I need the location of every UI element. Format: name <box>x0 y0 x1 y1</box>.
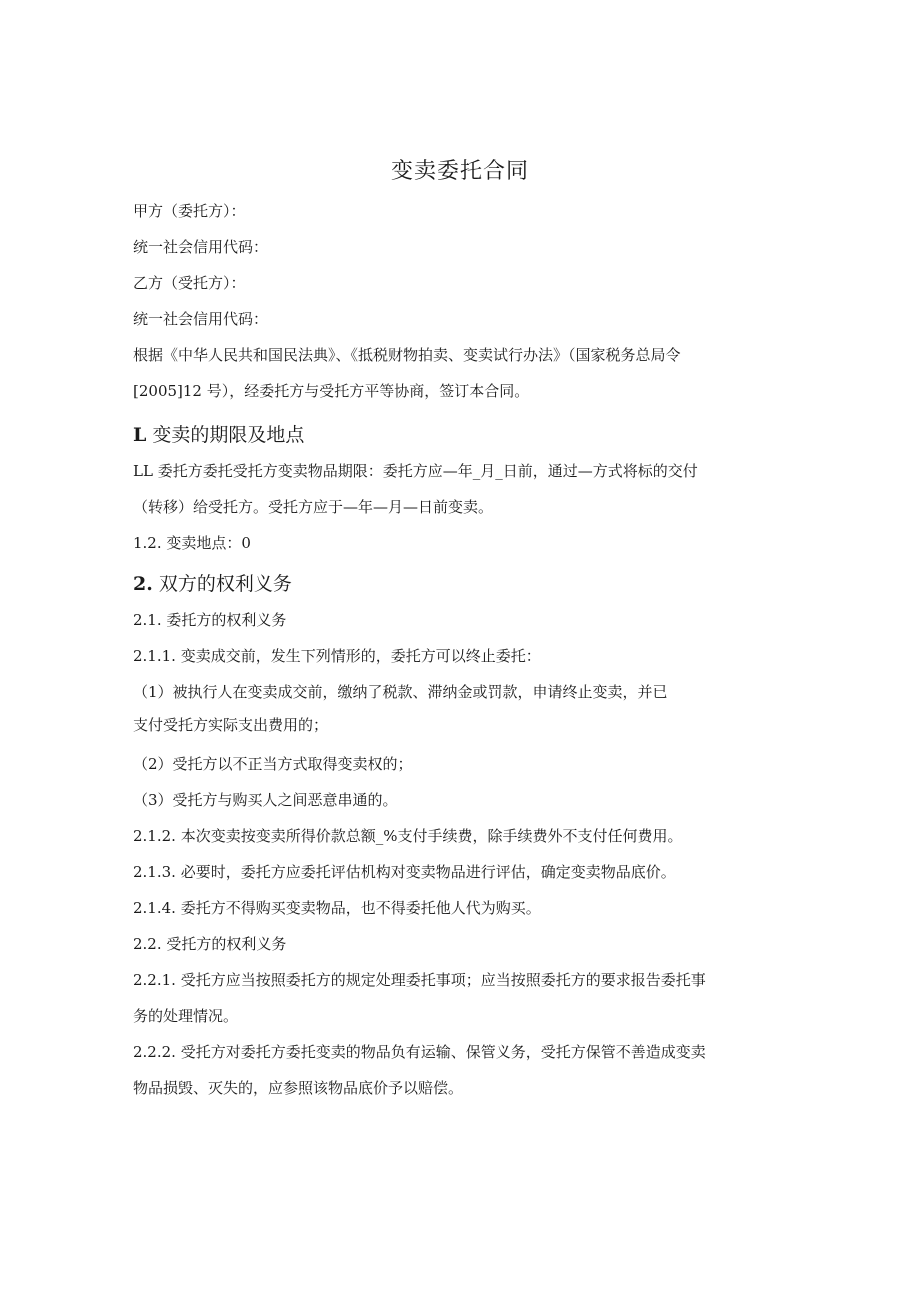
party-a-credit-code-label: 统一社会信用代码： <box>133 238 269 256</box>
clause-2-1-2: 2.1.2. 本次变卖按变卖所得价款总额_%支付手续费，除手续费外不支付任何费用。 <box>133 827 683 845</box>
party-a-label: 甲方（委托方）： <box>133 202 246 220</box>
section-2-heading <box>133 570 292 598</box>
clause-2-2-2-line-2: 物品损毁、灭失的，应参照该物品底价予以赔偿。 <box>133 1079 464 1097</box>
section-2-title: 双方的权利义务 <box>152 573 292 595</box>
clause-2-2: 2.2. 受托方的权利义务 <box>133 935 287 953</box>
preamble-line-1: 根据《中华人民共和国民法典》、《抵税财物拍卖、变卖试行办法》（国家税务总局令 <box>133 346 681 364</box>
item-2: （2）受托方以不正当方式取得变卖权的； <box>133 755 413 773</box>
section-2-number: 2. <box>133 573 153 595</box>
clause-2-1-4: 2.1.4. 委托方不得购买变卖物品，也不得委托他人代为购买。 <box>133 899 541 917</box>
section-1-title: 变卖的期限及地点 <box>146 424 305 446</box>
clause-2-1-1: 2.1.1. 变卖成交前，发生下列情形的，委托方可以终止委托： <box>133 647 541 665</box>
clause-2-1: 2.1. 委托方的权利义务 <box>133 611 287 629</box>
clause-2-1-3: 2.1.3. 必要时，委托方应委托评估机构对变卖物品进行评估，确定变卖物品底价。 <box>133 863 676 881</box>
item-1-line-1: （1）被执行人在变卖成交前，缴纳了税款、滞纳金或罚款，申请终止变卖，并已 <box>133 683 668 701</box>
clause-1-1-line-2: （转移）给受托方。受托方应于—年—月—日前变卖。 <box>133 498 494 516</box>
section-1-heading <box>133 421 304 449</box>
party-b-credit-code-label: 统一社会信用代码： <box>133 310 269 328</box>
preamble-line-2: [2005]12 号），经委托方与受托方平等协商，签订本合同。 <box>133 382 530 400</box>
item-1-line-2: 支付受托方实际支出费用的； <box>133 716 329 734</box>
clause-2-2-1-line-2: 务的处理情况。 <box>133 1007 239 1025</box>
clause-1-2: 1.2. 变卖地点：0 <box>133 534 251 552</box>
clause-2-2-1-line-1: 2.2.1. 受托方应当按照委托方的规定处理委托事项；应当按照委托方的要求报告委托事 <box>133 971 706 989</box>
section-1-number: L <box>133 424 147 446</box>
clause-2-2-2-line-1: 2.2.2. 受托方对委托方委托变卖的物品负有运输、保管义务，受托方保管不善造成变卖 <box>133 1043 706 1061</box>
item-3: （3）受托方与购买人之间恶意串通的。 <box>133 791 398 809</box>
party-b-label: 乙方（受托方）： <box>133 274 246 292</box>
document-title: 变卖委托合同 <box>390 159 529 184</box>
clause-1-1-line-1: LL 委托方委托受托方变卖物品期限：委托方应—年_月_日前，通过—方式将标的交付 <box>133 462 698 480</box>
